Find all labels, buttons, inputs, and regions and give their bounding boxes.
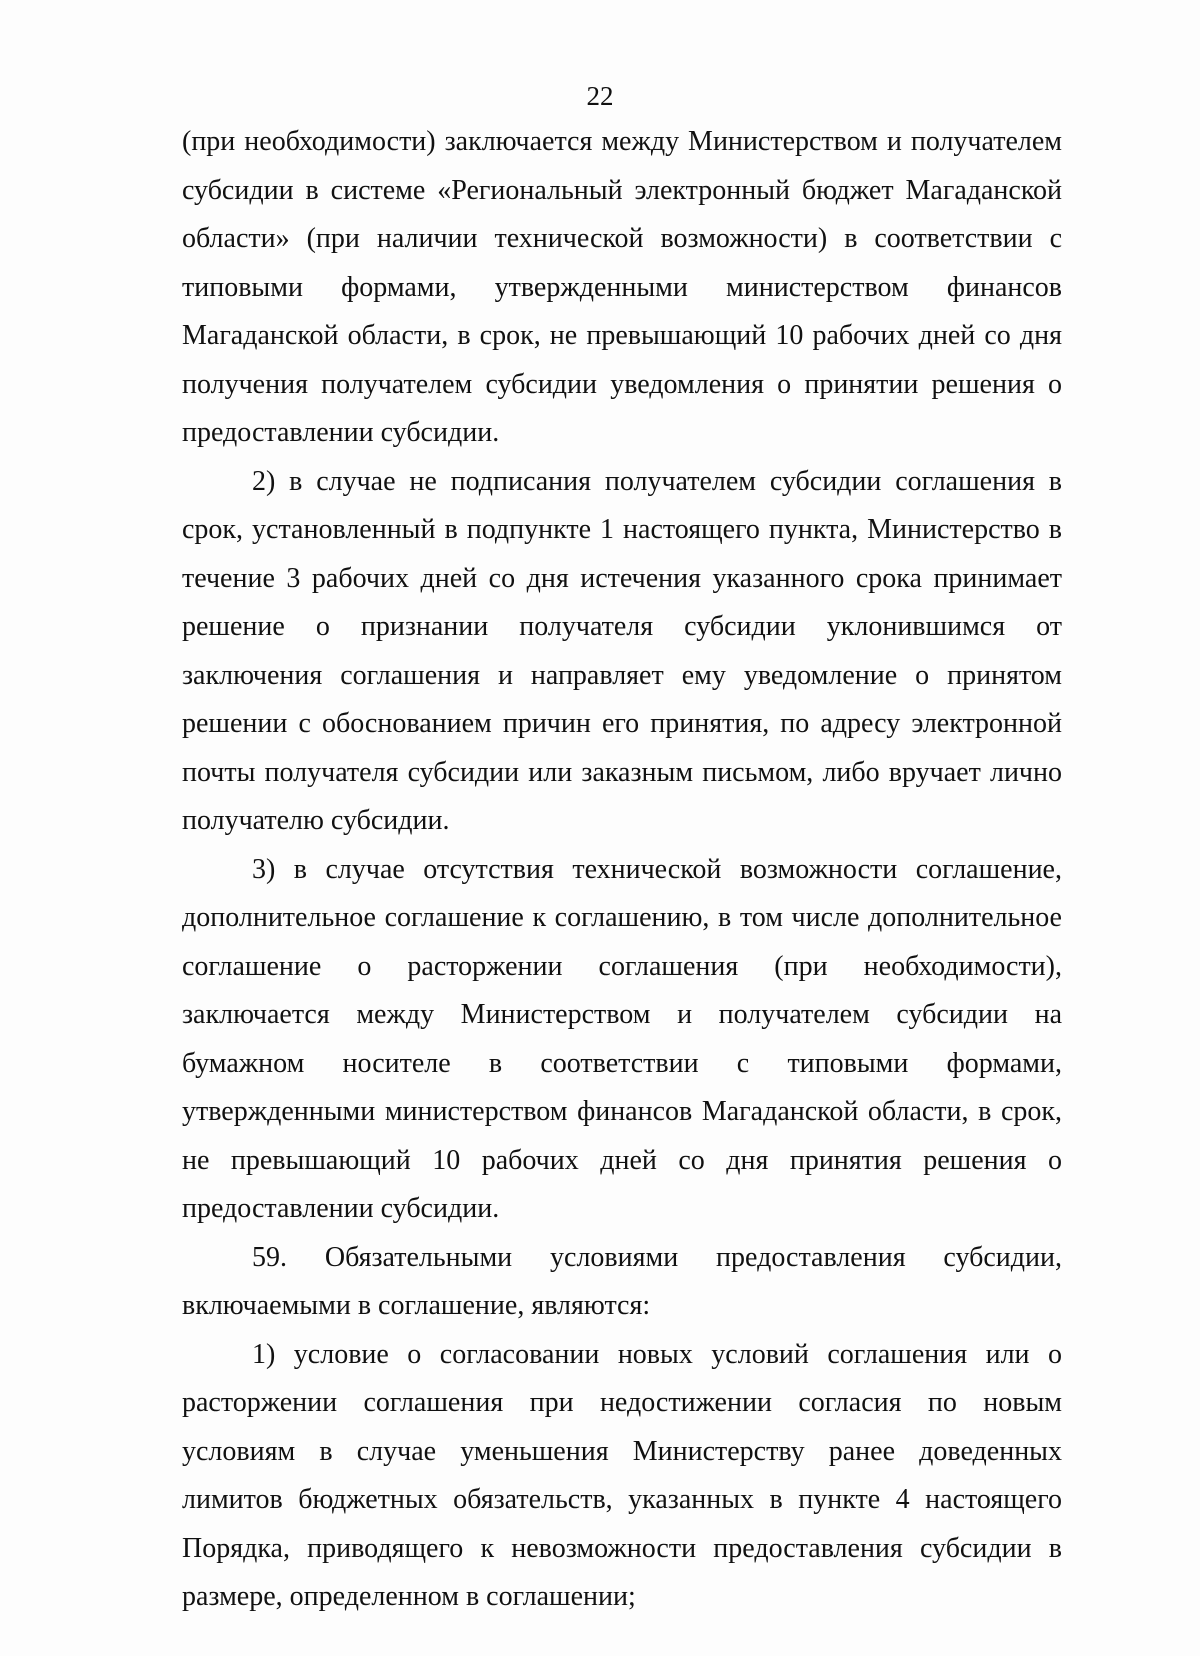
paragraph-continuation: (при необходимости) заключается между Министерством и получателем субсидии в системе «Региональный электронный бюджет Магаданской области» (при наличии технической возможности) в соответствии с типовыми формами, утвержденными министерством финансов Магаданской области, в срок, не превышающий 10 рабочих дней со дня получения получателем субсидии уведомления о принятии решения о предоставлении субсидии. — [182, 126, 1062, 448]
paragraph-item-59: 59. Обязательными условиями предоставления субсидии, включаемыми в соглашение, являются: — [182, 1241, 1062, 1321]
paragraph-subitem-2: 2) в случае не подписания получателем субсидии соглашения в срок, установленный в подпункте 1 настоящего пункта, Министерство в течение 3 рабочих дней со дня истечения указанного срока принимает решение о признании получателя субсидии уклонившимся от заключения соглашения и направляет ему уведомление о принятом решении с обоснованием причин его принятия, по адресу электронной почты получателя субсидии или заказным письмом, либо вручает лично получателю субсидии. — [182, 465, 1062, 836]
page-number: 22 — [586, 81, 614, 111]
document-body — [182, 118, 1062, 1622]
paragraph-subitem-3: 3) в случае отсутствия технической возможности соглашение, дополнительное соглашение к соглашению, в том числе дополнительное соглашение о расторжении соглашения (при необходимости), заключается между Министерством и получателем субсидии на бумажном носителе в соответствии с типовыми формами, утвержденными министерством финансов Магаданской области, в срок, не превышающий 10 рабочих дней со дня принятия решения о предоставлении субсидии. — [182, 853, 1062, 1224]
paragraph-item-59-subitem-1: 1) условие о согласовании новых условий соглашения или о расторжении соглашения при недостижении согласия по новым условиям в случае уменьшения Министерству ранее доведенных лимитов бюджетных обязательств, указанных в пункте 4 настоящего Порядка, приводящего к невозможности предоставления субсидии в размере, определенном в соглашении; — [182, 1338, 1062, 1612]
